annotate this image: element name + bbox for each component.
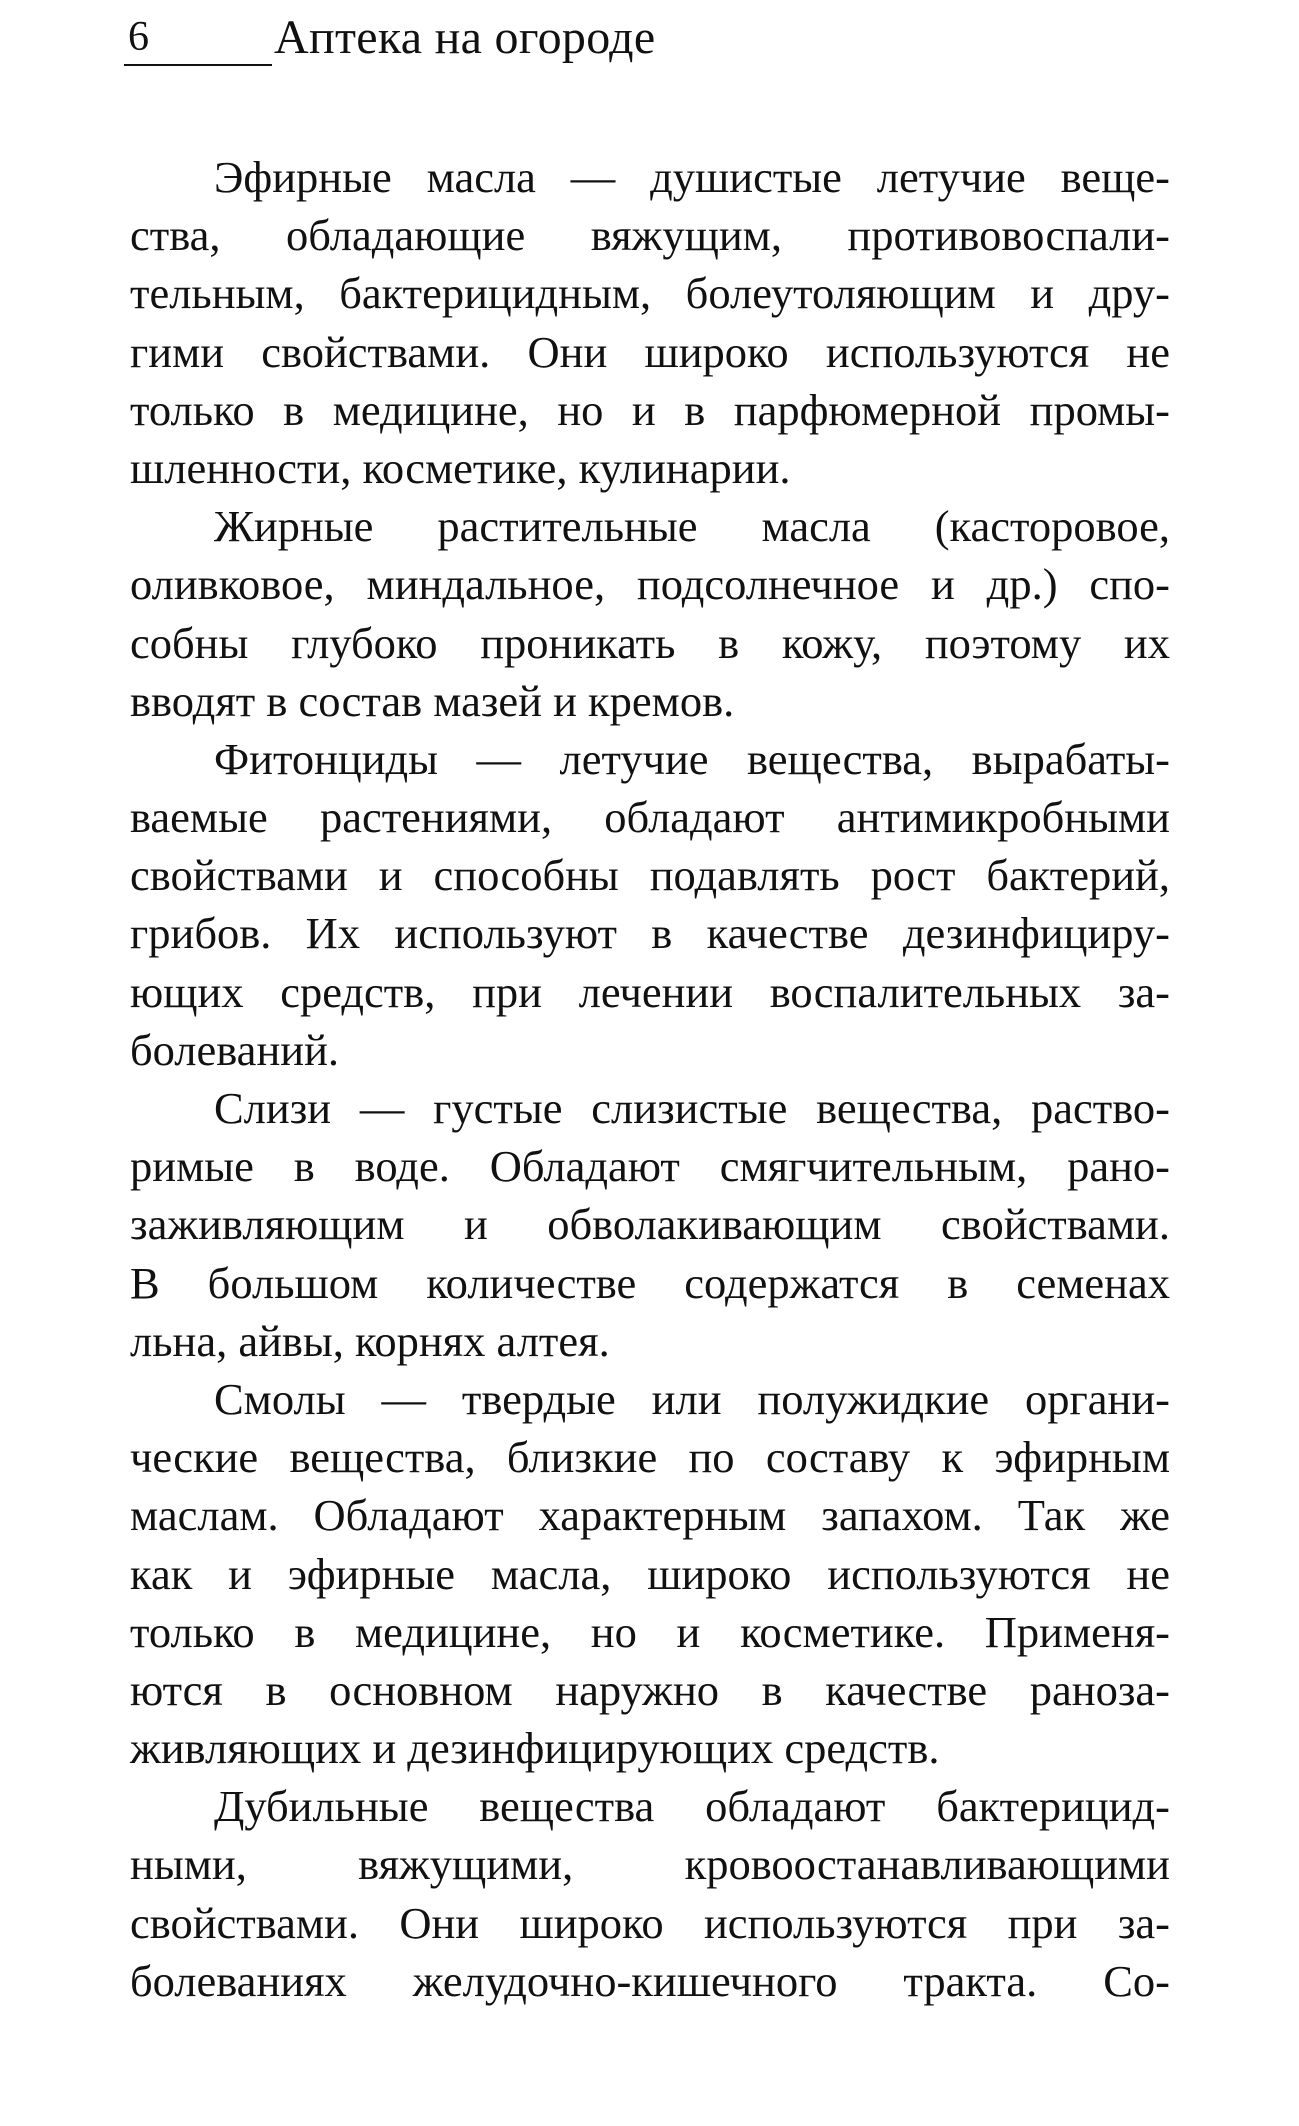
paragraph-mucilage — [130, 1079, 1170, 1370]
paragraph-resins — [130, 1370, 1170, 1777]
text-line: грибов. Их используют в качестве дезинфициру- — [130, 908, 1170, 959]
paragraph-essential-oils — [130, 148, 1170, 497]
text-line: гими свойствами. Они широко используются не — [130, 326, 1170, 377]
text-line: Дубильные вещества обладают бактерицид- — [214, 1781, 1170, 1832]
text-line: только в медицине, но и в парфюмерной промы- — [130, 384, 1170, 435]
text-line: вводят в состав мазей и кремов. — [130, 675, 735, 726]
running-title: Аптека на огороде — [274, 11, 656, 64]
text-line: только в медицине, но и косметике. Применя- — [130, 1606, 1170, 1657]
running-head — [124, 6, 1164, 78]
text-line: оливковое, миндальное, подсолнечное и др.) спо- — [130, 559, 1170, 610]
text-line: Фитонциды — летучие вещества, вырабаты- — [214, 733, 1170, 784]
text-line: Жирные растительные масла (касторовое, — [214, 501, 1170, 552]
text-line: заживляющим и обволакивающим свойствами. — [130, 1199, 1170, 1250]
text-line: собны глубоко проникать в кожу, поэтому их — [130, 617, 1170, 668]
text-line: ства, обладающие вяжущим, противовоспали- — [130, 210, 1170, 261]
text-line: ческие вещества, близкие по составу к эфирным — [130, 1432, 1170, 1483]
paragraph-phytoncides — [130, 730, 1170, 1079]
text-line: болеваниях желудочно-кишечного тракта. Со- — [130, 1955, 1170, 2006]
text-line: ваемые растениями, обладают антимикробными — [130, 792, 1170, 843]
text-line: шленности, косметике, кулинарии. — [130, 442, 791, 493]
text-line: ющих средств, при лечении воспалительных за- — [130, 966, 1170, 1017]
text-line: болеваний. — [130, 1024, 340, 1075]
text-line: римые в воде. Обладают смягчительным, рано- — [130, 1141, 1170, 1192]
header-rule — [124, 64, 272, 66]
body-text — [130, 148, 1170, 2010]
text-line: живляющих и дезинфицирующих средств. — [130, 1723, 940, 1774]
text-line: Эфирные масла — душистые летучие веще- — [214, 152, 1170, 202]
page-number: 6 — [128, 14, 149, 60]
text-line: свойствами. Они широко используются при за- — [130, 1897, 1170, 1948]
text-line: ными, вяжущими, кровоостанавливающими — [130, 1839, 1170, 1890]
text-line: свойствами и способны подавлять рост бактерий, — [130, 850, 1170, 901]
text-line: тельным, бактерицидным, болеутоляющим и дру- — [130, 268, 1170, 319]
text-line: ются в основном наружно в качестве раноза- — [130, 1664, 1170, 1715]
text-line: льна, айвы, корнях алтея. — [130, 1315, 610, 1366]
text-line: Смолы — твердые или полужидкие органи- — [214, 1373, 1170, 1424]
text-line: маслам. Обладают характерным запахом. Так же — [130, 1490, 1170, 1541]
paragraph-tannins — [130, 1777, 1170, 2010]
text-line: Слизи — густые слизистые вещества, раство- — [214, 1083, 1170, 1133]
text-line: как и эфирные масла, широко используются не — [130, 1548, 1170, 1599]
paragraph-fatty-oils — [130, 497, 1170, 730]
text-line: В большом количестве содержатся в семенах — [130, 1257, 1170, 1308]
